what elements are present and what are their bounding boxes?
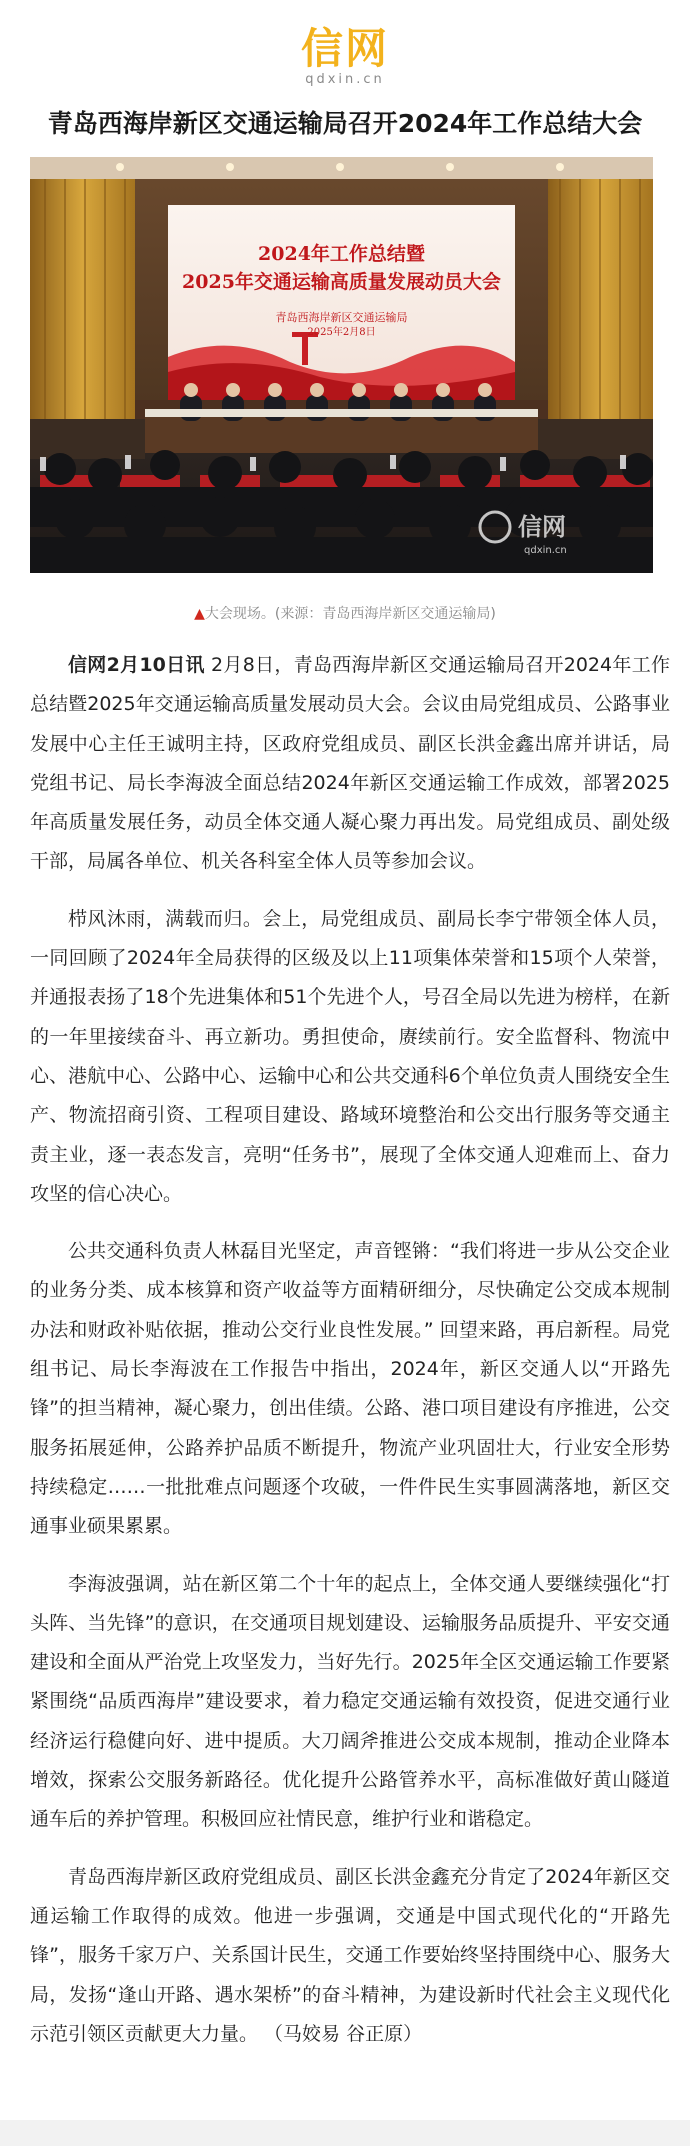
watermark-wordmark: 信网 [518,513,566,541]
photo-caption [0,603,690,625]
paragraph-3: 公共交通科负责人林磊目光坚定，声音铿锵：“我们将进一步从公交企业的业务分类、成本核算和资产收益等方面精研细分，尽快确定公交成本规制办法和财政补贴依据，推动公交行业良性发展。” 回望来路，再启新程。局党组书记、局长李海波在工作报告中指出，2024年，新区交通人以“开路先锋”的担当精神，凝心聚力，创出佳绩。公路、港口项目建设有序推进，公交服务拓展延伸，公路养护品质不断提升，物流产业巩固壮大，行业安全形势持续稳定……一批批难点问题逐个攻破，一件件民生实事圆满落地，新区交通事业硕果累累。 [30,1240,670,1538]
dateline: 信网2月10日讯 [68,654,205,676]
paragraph-1 [30,646,670,882]
caption-text: 大会现场。(来源：青岛西海岸新区交通运输局) [204,606,496,622]
paragraph-2: 栉风沐雨，满载而归。会上，局党组成员、副局长李宁带领全体人员，一同回顾了2024年全局获得的区级及以上11项集体荣誉和15项个人荣誉，并通报表扬了18个先进集体和51个先进个人，号召全局以先进为榜样，在新的一年里接续奋斗、再立新功。勇担使命，赓续前行。安全监督科、物流中心、港航中心、公路中心、运输中心和公共交通科6个单位负责人围绕安全生产、物流招商引资、工程项目建设、路域环境整治和公交出行服务等交通主责主业，逐一表态发言，亮明“任务书”，展现了全体交通人迎难而上、奋力攻坚的信心决心。 [30,907,670,1205]
logo-domain: qdxin.cn [305,72,385,87]
article-title: 青岛西海岸新区交通运输局召开2024年工作总结大会 [47,109,643,138]
paragraph-1-text: 2月8日，青岛西海岸新区交通运输局召开2024年工作总结暨2025年交通运输高质量发展动员大会。会议由局党组成员、公路事业发展中心主任王诚明主持，区政府党组成员、副区长洪金鑫出席并讲话，局党组书记、局长李海波全面总结2024年新区交通运输工作成效，部署2025年高质量发展任务，动员全体交通人凝心聚力再出发。局党组成员、副处级干部，局属各单位、机关各科室全体人员等参加会议。 [30,654,670,873]
watermark-domain: qdxin.cn [524,545,567,556]
paragraph-4: 李海波强调，站在新区第二个十年的起点上，全体交通人要继续强化“打头阵、当先锋”的意识，在交通项目规划建设、运输服务品质提升、平安交通建设和全面从严治党上攻坚发力，当好先行。2025年全区交通运输工作要紧紧围绕“品质西海岸”建设要求，着力稳定交通运输有效投资，促进交通行业经济运行稳健向好、进中提质。大刀阔斧推进公交成本规制，推动企业降本增效，探索公交服务新路径。优化提升公路管养水平，高标准做好黄山隧道通车后的养护管理。积极回应社情民意，维护行业和谐稳定。 [30,1572,670,1831]
meeting-photo [30,157,653,573]
footer-bar [0,2120,690,2146]
article-body [30,646,670,2072]
screen-subtitle-line2: 2025年2月8日 [307,327,376,338]
paragraph-5: 青岛西海岸新区政府党组成员、副区长洪金鑫充分肯定了2024年新区交通运输工作取得的成效。他进一步强调，交通是中国式现代化的“开路先锋”，服务千家万户、关系国计民生，交通工作要始终坚持围绕中心、服务大局，发扬“逢山开路、遇水架桥”的奋斗精神，为建设新时代社会主义现代化示范引领区贡献更大力量。 （马姣易 谷正原） [30,1865,670,2045]
caption-marker-icon: ▲ [194,606,205,622]
site-logo[interactable] [0,24,690,88]
logo-wordmark: 信网 [300,24,389,73]
screen-title-line2: 2025年交通运输高质量发展动员大会 [182,271,501,293]
screen-subtitle-line1: 青岛西海岸新区交通运输局 [275,311,408,324]
screen-title-line1: 2024年工作总结暨 [258,243,425,265]
